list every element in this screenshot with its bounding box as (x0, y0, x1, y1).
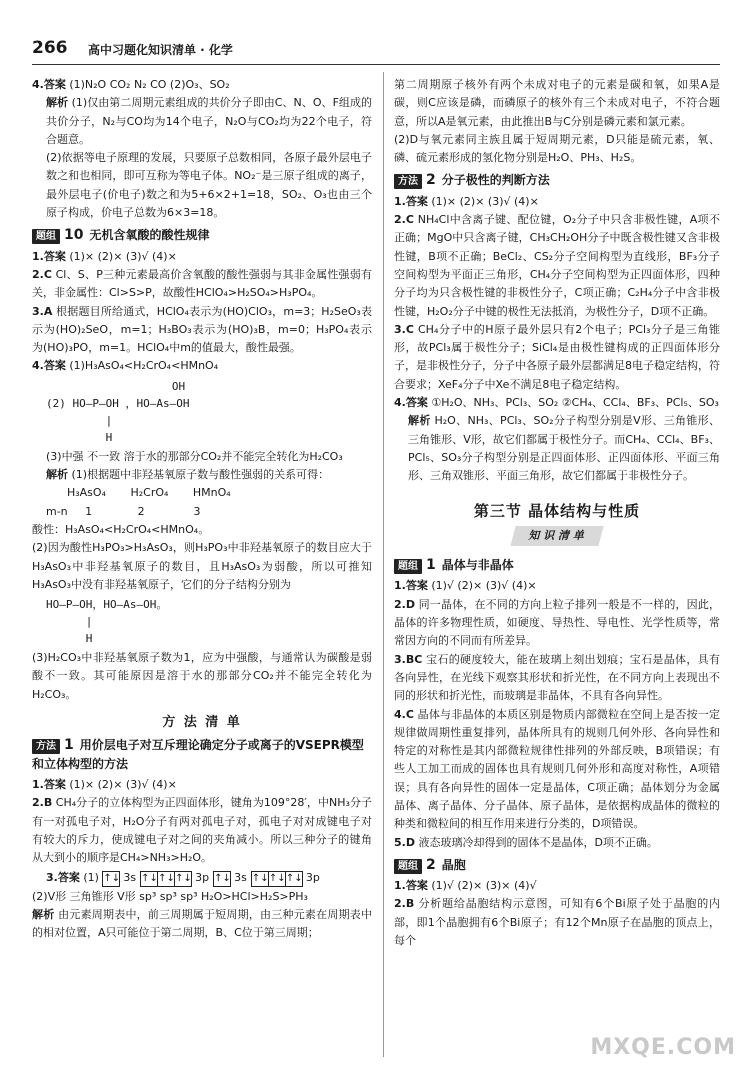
answer-text: 根据题目所给通式，HClO₄表示为(HO)ClO₃，m=3；H₂SeO₃表示为(HO)₂SeO，m=1；H₃BO₃表示为(HO)₃B，m=0；H₃PO₄表示为(HO)₃PO，m=1。HClO₄中m的值最大，酸性最强。 (32, 304, 372, 355)
answer-label: 2.D (394, 597, 415, 611)
answer-text: 分析题给晶胞结构示意图，可知有6个Bi原子处于晶胞的内部，即1个晶胞拥有6个Bi原子；有12个Mn原子在晶胞的顶点上，每个 (394, 897, 720, 948)
answer-paragraph (394, 706, 720, 834)
answer-paragraph (32, 539, 372, 594)
answer-text: 宝石的硬度较大，能在玻璃上刻出划痕；宝石是晶体，具有各向异性，在光线下观察其形状和折光性，在不同方向上表现出不同的形状和折光性，而玻璃是非晶体，不具有各向异性。 (394, 652, 720, 703)
answer-label: 解析 (408, 414, 431, 428)
answer-paragraph (394, 877, 720, 895)
answer-paragraph (32, 76, 372, 94)
orbital-box: ↑↓ (140, 871, 158, 887)
answer-text: (2)D与氧元素同主族且属于短周期元素，D只能是硫元素，氧、磷、硫元素形成的氢化物分别是H₂O、PH₃、H₂S。 (394, 132, 720, 165)
answer-paragraph (32, 94, 372, 149)
answer-label: 1.答案 (394, 579, 428, 593)
answer-text: (2)因为酸性H₃PO₃>H₃AsO₃，则H₃PO₃中非羟基氧原子的数目应大于H₃AsO₃中非羟基氧原子的数目，且H₃AsO₃为弱酸，所以可推知H₃AsO₃中没有非羟基氧原子，它们的分子结构分别为 (32, 541, 372, 591)
answer-paragraph (32, 776, 372, 794)
section-title: 分子极性的判断方法 (441, 173, 550, 188)
answer-text: (3)中强 不一致 溶于水的那部分CO₂并不能完全转化为H₂CO₃ (46, 449, 343, 463)
section-tag: 题组 (394, 859, 422, 874)
knowledge-list-text: 知 识 清 单 (511, 526, 604, 546)
chapter-section-title: 第三节 晶体结构与性质 (473, 501, 641, 520)
answer-text: 酸性：H₃AsO₄<H₂CrO₄<HMnO₄。 (32, 522, 210, 536)
answer-paragraph (394, 596, 720, 651)
answer-text: (2)依据等电子原理的发展，只要原子总数相同，各原子最外层电子数之和也相同，即可互称为等电子体。NO₂⁻是三原子组成的离子，最外层电子(价电子)数之和为5+6×2+1=18，SO₂、O₃也由三个原子构成，价电子总数为6×3=18。 (46, 151, 372, 220)
section-tag: 方法 (32, 739, 60, 754)
answer-paragraph (32, 466, 372, 484)
answer-label: 2.C (394, 213, 414, 227)
answer-text: Cl、S、P三种元素最高价含氧酸的酸性强弱与其非金属性强弱有关，非金属性：Cl>S>P，故酸性HClO₄>H₂SO₄>H₃PO₄。 (32, 267, 372, 300)
answer-paragraph (394, 577, 720, 595)
answer-paragraph (394, 131, 720, 168)
answer-paragraph (32, 266, 372, 303)
answer-text: 液态玻璃冷却得到的固体不是晶体，D项不正确。 (414, 835, 658, 849)
section-tag: 题组 (32, 229, 60, 244)
answer-label: 1.答案 (394, 879, 428, 893)
answer-text: (1)仅由第二周期元素组成的共价分子即由C、N、O、F组成的共价分子，N₂与CO均为14个电子，N₂O与CO₂均为22个电子，符合题意。 (46, 96, 372, 146)
orbital-box: ↑↓ (285, 871, 303, 887)
answer-paragraph (32, 248, 372, 266)
structure-formula: OH (2) HO—P—OH ，HO—As—OH | H (46, 379, 190, 444)
answer-text: (2)V形 三角锥形 V形 sp³ sp³ sp³ H₂O>HCl>H₂S>PH₃ (32, 889, 308, 903)
answer-paragraph (32, 649, 372, 704)
answer-text: (1)× (2)× (3)√ (4)× (65, 777, 177, 791)
answer-text: 第二周期原子核外有两个未成对电子的元素是碳和氧，如果A是碳，则C应该是磷，而磷原子的核外有三个未成对电子，不符合题意，所以A是氧元素，由此推出B与C分别是磷元素和氯元素。 (394, 78, 720, 128)
column-divider (383, 72, 384, 1057)
answer-label: 3.A (32, 304, 53, 318)
answer-text: (1)× (2)× (3)√ (4)× (427, 194, 539, 208)
answer-text: (1)√ (2)× (3)× (4)√ (427, 879, 537, 893)
answer-label: 解析 (46, 96, 69, 110)
answer-text: CH₄分子中的H原子最外层只有2个电子；PCl₃分子是三角锥形，故PCl₃属于极性分子；SiCl₄是由极性键构成的正四面体形分子，是非极性分子，分子中各原子最外层都满足8电子稳定结构，符合要求；XeF₄分子中Xe不满足8电子稳定结构。 (394, 322, 720, 391)
answer-text: (1)√ (2)× (3)√ (4)× (427, 579, 537, 593)
watermark: MXQE.COM (590, 1035, 736, 1060)
structure-formula: HO—P—OH，HO—As—OH。 | H (46, 598, 168, 646)
answer-text: H₂O、NH₃、PCl₃、SO₂分子构型分别是V形、三角锥形、三角锥形、V形，故它们都属于极性分子。而CH₄、CCl₄、BF₃、PCl₅、SO₃分子构型分别是正四面体形、正四面体形、平面三角形、三角双锥形、平面三角形，故它们都属于非极性分子。 (408, 414, 721, 483)
orbital-box: ↑↓ (213, 871, 231, 887)
section-title: 无机含氧酸的酸性规律 (89, 228, 210, 243)
answer-text: (1)H₃AsO₄<H₂CrO₄<HMnO₄ (65, 359, 219, 373)
question-group-heading (394, 556, 720, 574)
page-header (32, 38, 372, 64)
section-number: 2 (426, 172, 436, 189)
answer-text: NH₄Cl中含离子键、配位键，O₂分子中只含非极性键，A项不正确；MgO中只含离子键，CH₃CH₂OH分子中既含极性键又含非极性键，B项不正确；BeCl₂、CS₂分子空间构型为直线形，BF₃分子空间构型为平面正三角形，CH₄分子空间构型为正四面体形，四种分子均为只含极性键的非极性分子，C项正确；C₂H₄分子中含非极性键，H₂O₂分子中键的极性无法抵消，为极性分子，D项不正确。 (394, 213, 720, 318)
section-number: 2 (426, 856, 436, 873)
answer-text: CH₄分子的立体构型为正四面体形，键角为109°28′，中NH₃分子有一对孤电子对，H₂O分子有两对孤电子对，孤电子对对成键电子对有较大的斥力，使成键电子对之间的夹角减小。所以三种分子的键角从大到小的顺序是CH₄>NH₃>H₂O。 (32, 796, 372, 865)
answer-paragraph (394, 895, 720, 950)
orbital-box: ↑↓ (251, 871, 269, 887)
answer-paragraph (32, 448, 372, 466)
orbital-sublabel: 3s (123, 871, 137, 885)
answer-label: 1.答案 (394, 194, 428, 208)
book-title: 高中习题化知识清单 · 化学 (88, 43, 233, 57)
answer-paragraph (32, 303, 372, 358)
data-table-text: H₃AsO₄ H₂CrO₄ HMnO₄ m-n 1 2 3 (46, 486, 231, 518)
answer-text: (1)N₂O CO₂ N₂ CO (2)O₃、SO₂ (65, 78, 230, 91)
section-title: 晶胞 (441, 857, 466, 872)
answer-paragraph (32, 888, 372, 906)
answer-paragraph (394, 193, 720, 211)
answer-paragraph (394, 211, 720, 321)
section-number: 1 (64, 737, 74, 754)
answer-paragraph (32, 521, 372, 539)
section-tag: 方法 (394, 174, 422, 189)
section-tag: 题组 (394, 559, 422, 574)
left-column (32, 76, 372, 943)
answer-label: 2.B (32, 796, 53, 810)
answer-label: 4.答案 (32, 78, 66, 91)
answer-text: 由元素周期表中，前三周期属于短周期，由三种元素在周期表中的相对位置，A只可能位于第二周期，B、C位于第三周期； (32, 907, 372, 940)
answer-label: 解析 (46, 468, 68, 482)
section-title: 用价层电子对互斥理论确定分子或离子的VSEPR模型和立体构型的方法 (32, 738, 364, 771)
answer-paragraph (394, 834, 720, 852)
question-group-heading (394, 856, 720, 874)
answer-paragraph (32, 794, 372, 867)
answer-label: 4.答案 (32, 359, 66, 373)
orbital-sublabel: 3p (305, 871, 320, 885)
section-number: 10 (64, 227, 84, 244)
method-heading (32, 736, 372, 773)
answer-paragraph (394, 651, 720, 706)
section-number: 1 (426, 557, 436, 574)
right-column (394, 76, 720, 950)
answer-paragraph (394, 321, 720, 394)
page-number: 266 (32, 38, 68, 58)
answer-text: ①H₂O、NH₃、PCl₃、SO₂ ②CH₄、CCl₄、BF₃、PCl₅、SO₃ (427, 396, 719, 410)
answer-label: 3.BC (394, 652, 423, 666)
answer-paragraph (394, 412, 720, 485)
orbital-box: ↑↓ (102, 871, 120, 887)
answer-label: 3.答案 (46, 871, 80, 885)
answer-text: 同一晶体，在不同的方向上粒子排列一般是不一样的，因此，晶体的许多物理性质，如硬度、导热性、导电性、光学性质等，常常因方向的不同而有所差异。 (394, 597, 720, 648)
answer-paragraph (32, 906, 372, 943)
knowledge-list-label (394, 526, 720, 546)
answer-label: 3.C (394, 322, 414, 336)
answer-paragraph (394, 394, 720, 412)
orbital-sublabel: 3s (234, 871, 247, 885)
section-title: 晶体与非晶体 (441, 558, 514, 573)
answer-label: 4.答案 (394, 396, 428, 410)
answer-label: 1.答案 (32, 777, 66, 791)
answer-label: 5.D (394, 835, 415, 849)
orbital-box: ↑↓ (174, 871, 192, 887)
question-group-heading (32, 226, 372, 244)
answer-label: 解析 (32, 907, 55, 921)
answer-label: 1.答案 (32, 249, 66, 263)
answer-paragraph (32, 357, 372, 375)
orbital-diagram: 3.答案 (1) ↑↓ 3s ↑↓↑↓↑↓ 3p ↑↓ 3s ↑↓↑↓↑↓ 3p (46, 869, 372, 887)
answer-text: (1)根据题中非羟基氧原子数与酸性强弱的关系可得： (68, 468, 330, 482)
orbital-sublabel: 3p (195, 871, 210, 885)
answer-label: 2.C (32, 267, 52, 281)
orbital-box: ↑↓ (157, 871, 175, 887)
answer-text: (1)× (2)× (3)√ (4)× (65, 249, 177, 263)
answer-paragraph (32, 149, 372, 222)
section-banner: 方 法 清 单 (162, 715, 242, 731)
method-heading (394, 171, 720, 189)
answer-text: 晶体与非晶体的本质区别是物质内部微粒在空间上是否按一定规律做周期性重复排列，晶体所具有的规则几何外形、各向异性和特定的对称性是其内部微粒规律性排列的外部反映，B项错误；有些人工加工而成的固体也具有规则几何外形和高度对称性，A项错误；具有各向异性的固体一定是晶体，C项正确；晶体划分为金属晶体、离子晶体、分子晶体、原子晶体，是依据构成晶体的微粒的种类和微粒间的相互作用来进行分类的，D项错误。 (394, 707, 720, 831)
answer-label: 2.B (394, 897, 415, 911)
answer-text: (3)H₂CO₃中非羟基氧原子数为1，应为中强酸，与通常认为碳酸是弱酸不一致。其可能原因是溶于水的那部分CO₂并不能完全转化为H₂CO₃。 (32, 651, 372, 701)
answer-label: 4.C (394, 707, 414, 721)
orbital-box: ↑↓ (268, 871, 286, 887)
header-rule (32, 64, 720, 65)
answer-paragraph (394, 76, 720, 131)
